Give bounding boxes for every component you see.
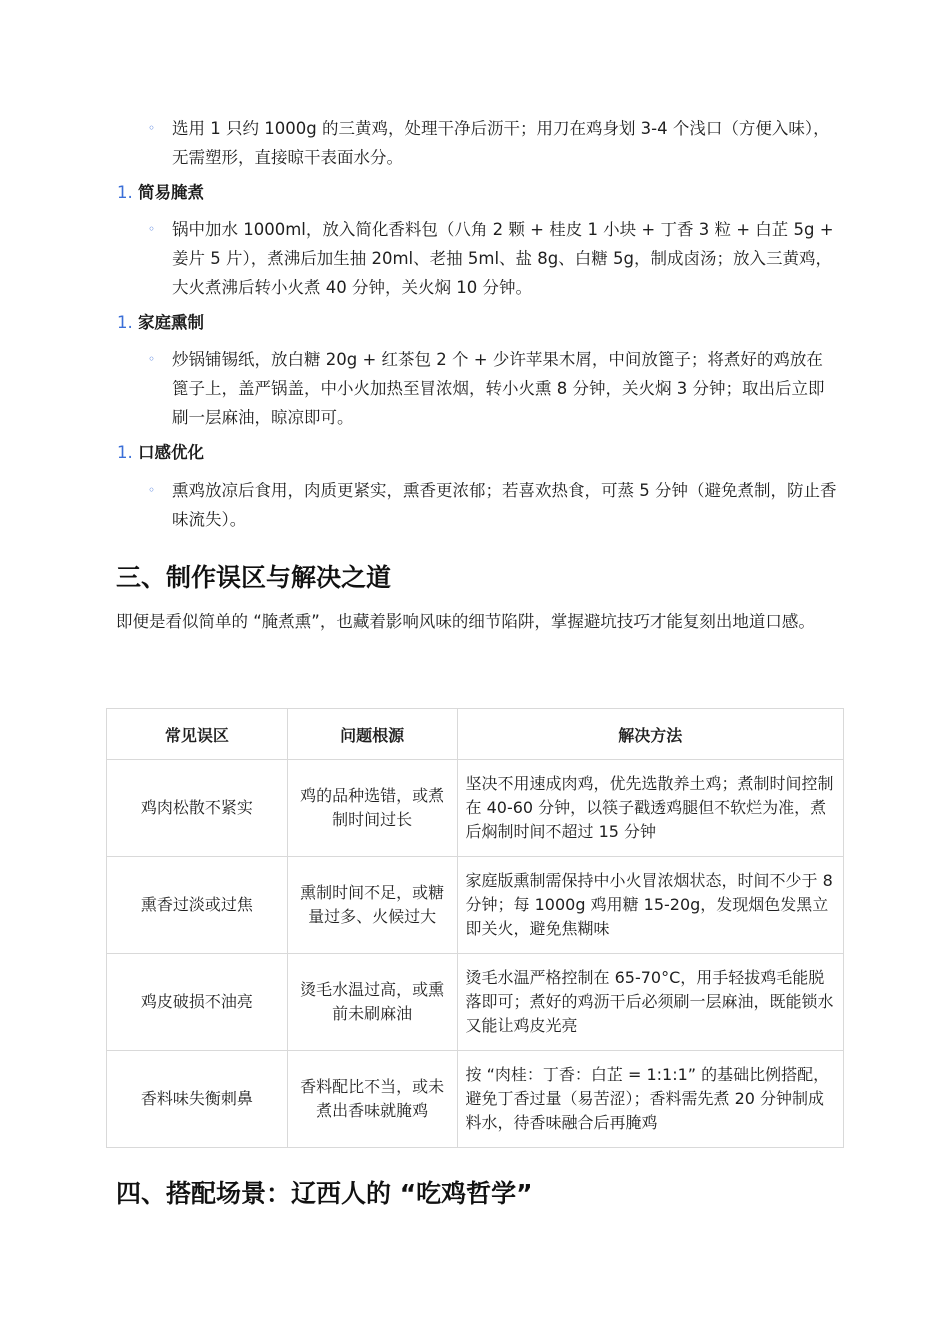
step-detail-simple-braise: ◦ 锅中加水 1000ml，放入简化香料包（八角 2 颗 + 桂皮 1 小块 + 丁香 3 粒 + 白芷 5g + 姜片 5 片），煮沸后加生抽 20ml、老抽 5ml、盐 8g、白糖 5g，制成卤汤；放入三黄鸡，大火煮沸后转小火煮 40 分钟，关火焖 10 分钟。 — [148, 215, 838, 302]
step-heading-taste-optimize — [117, 440, 204, 466]
section-intro-paragraph: 即便是看似简单的 “腌煮熏”，也藏着影响风味的细节陷阱，掌握避坑技巧才能复刻出地道口感。 — [116, 612, 815, 631]
cell-solution: 烫毛水温严格控制在 65-70°C，用手轻拔鸡毛能脱落即可；煮好的鸡沥干后必须刷一层麻油，既能锁水又能让鸡皮光亮 — [457, 954, 843, 1051]
step-title: 简易腌煮 — [138, 183, 204, 202]
mistakes-table — [106, 708, 844, 1148]
step-heading-home-smoking — [117, 310, 204, 336]
step-number: 1. — [117, 183, 133, 202]
bullet-icon: ◦ — [148, 352, 156, 366]
cell-solution: 家庭版熏制需保持中小火冒浓烟状态，时间不少于 8 分钟；每 1000g 鸡用糖 15-20g，发现烟色发黑立即关火，避免焦糊味 — [457, 857, 843, 954]
step-detail-home-smoking: ◦ 炒锅铺锡纸，放白糖 20g + 红茶包 2 个 + 少许苹果木屑，中间放篦子；将煮好的鸡放在篦子上，盖严锅盖，中小火加热至冒浓烟，转小火熏 8 分钟，关火焖 3 分钟；取出后立即刷一层麻油，晾凉即可。 — [148, 345, 838, 432]
bullet-icon: ◦ — [148, 222, 156, 236]
step-number: 1. — [117, 313, 133, 332]
column-header-solution: 解决方法 — [457, 709, 843, 760]
table-row — [107, 1051, 844, 1148]
cell-mistake: 香料味失衡刺鼻 — [107, 1051, 288, 1148]
section-heading-pairing: 四、搭配场景：辽西人的 “吃鸡哲学” — [116, 1179, 533, 1208]
table-row — [107, 760, 844, 857]
cell-solution: 按 “肉桂：丁香：白芷 = 1:1:1” 的基础比例搭配，避免丁香过量（易苦涩）；香料需先煮 20 分钟制成料水，待香味融合后再腌鸡 — [457, 1051, 843, 1148]
step-number: 1. — [117, 443, 133, 462]
section-heading-mistakes: 三、制作误区与解决之道 — [116, 563, 392, 592]
step-title: 口感优化 — [138, 443, 204, 462]
bullet-icon: ◦ — [148, 483, 156, 497]
table-row — [107, 857, 844, 954]
step-heading-simple-braise — [117, 180, 204, 206]
table-row — [107, 954, 844, 1051]
column-header-mistake: 常见误区 — [107, 709, 288, 760]
step-title: 家庭熏制 — [138, 313, 204, 332]
cell-mistake: 熏香过淡或过焦 — [107, 857, 288, 954]
cell-cause: 鸡的品种选错，或煮制时间过长 — [287, 760, 457, 857]
cell-cause: 熏制时间不足，或糖量过多、火候过大 — [287, 857, 457, 954]
step-detail-taste-optimize: ◦ 熏鸡放凉后食用，肉质更紧实，熏香更浓郁；若喜欢热食，可蒸 5 分钟（避免煮制，防止香味流失）。 — [148, 476, 838, 534]
step-detail-prep: ◦ 选用 1 只约 1000g 的三黄鸡，处理干净后沥干；用刀在鸡身划 3-4 个浅口（方便入味），无需塑形，直接晾干表面水分。 — [148, 114, 838, 172]
cell-mistake: 鸡皮破损不油亮 — [107, 954, 288, 1051]
column-header-cause: 问题根源 — [287, 709, 457, 760]
bullet-icon: ◦ — [148, 121, 156, 135]
cell-mistake: 鸡肉松散不紧实 — [107, 760, 288, 857]
table-header-row — [107, 709, 844, 760]
cell-cause: 烫毛水温过高，或熏前未刷麻油 — [287, 954, 457, 1051]
cell-solution: 坚决不用速成肉鸡，优先选散养土鸡；煮制时间控制在 40-60 分钟，以筷子戳透鸡腿但不软烂为准，煮后焖制时间不超过 15 分钟 — [457, 760, 843, 857]
cell-cause: 香料配比不当，或未煮出香味就腌鸡 — [287, 1051, 457, 1148]
